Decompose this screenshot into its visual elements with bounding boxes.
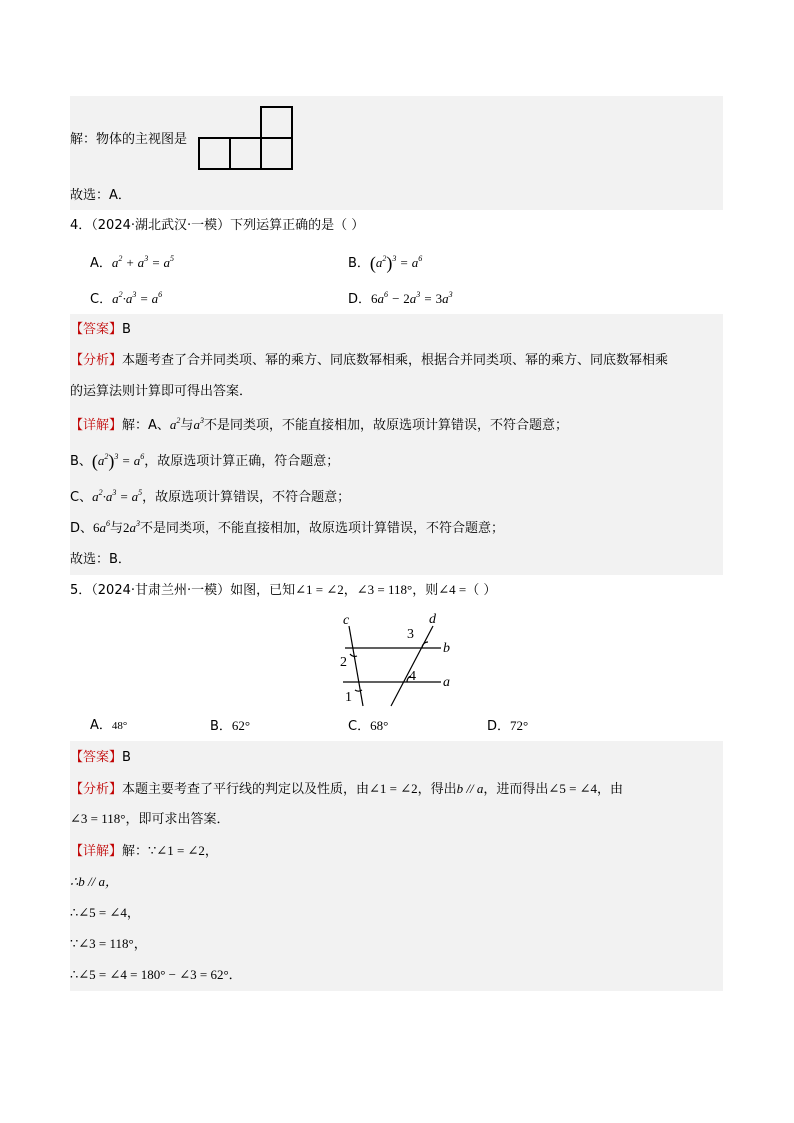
q5-option-a: A．48° [90,718,128,733]
prev-solution-block [70,96,723,210]
q5-stem: 5．（2024·甘肃兰州·一模）如图，已知∠1 = ∠2，∠3 = 118°，则∠4 =（ ） [70,582,497,598]
q4-option-a-formula: $a^2 + a^3 = a^5$ [111,254,174,270]
q4-option-d: D．$6a^6 - 2a^3 = 3a^3$ [348,290,453,307]
q4-option-b: B．$(a^2)^3 = a^6$ [348,253,423,273]
prev-solution-line2: 故选：A． [70,188,131,203]
q4-stem: 4．（2024·湖北武汉·一模）下列运算正确的是（ ） [70,218,365,233]
q5-detail-line3: ∴∠5 = ∠4， [70,905,140,920]
q5-option-c: C．68° [348,718,389,734]
label-c: c [343,613,350,628]
q5-detail-line5: ∴∠5 = ∠4 = 180° − ∠3 = 62°． [70,967,242,982]
q4-option-b-formula: $(a^2)^3 = a^6$ [369,253,423,273]
prev-solution-text: 解：物体的主视图是 [70,132,188,147]
q4-option-d-formula: $6a^6 - 2a^3 = 3a^3$ [371,290,453,306]
q4-detail-c: C、$a^2\cdot a^3 = a^5$，故原选项计算错误，不符合题意； [70,488,351,505]
q4-analysis-line2: 的运算法则计算即可得出答案． [70,384,253,399]
q4-detail-b: B、$(a^2)^3 = a^6$，故原选项计算正确，符合题意； [70,451,340,471]
q5-option-b: B．62° [210,718,251,734]
q4-conclusion: 故选：B． [70,552,131,567]
prev-solution-line1 [70,131,187,149]
q4-answer: 【答案】B [70,322,131,337]
q5-answer: 【答案】B [70,750,131,765]
q5-detail-line4: ∵∠3 = 118°， [70,936,147,951]
q5-detail-line1: 【详解】解：∵∠1 = ∠2， [70,843,218,859]
label-a: a [443,675,450,690]
q5-analysis-line1: 【分析】本题主要考查了平行线的判定以及性质，由∠1 = ∠2，得出b // a，进而得出∠5 = ∠4，由 [70,781,624,797]
q5-analysis-line2: ∠3 = 118°，即可求出答案． [70,811,230,827]
q5-detail-line2: ∴b // a， [70,874,118,889]
label-3: 3 [407,627,414,642]
parallel-lines-figure [335,608,465,708]
angle-arc-1 [355,690,362,691]
label-2: 2 [340,655,347,670]
q4-option-c-formula: $a^2\cdot a^3 = a^6$ [112,290,163,306]
angle-arc-3 [422,642,428,648]
q4-detail-d: D、$6a^6$与$2a^3$不是同类项，不能直接相加，故原选项计算错误，不符合题意； [70,519,505,536]
q5-solution-block [70,741,723,991]
label-4: 4 [409,669,416,684]
q4-option-a: A．$a^2 + a^3 = a^5$ [90,254,174,271]
q5-option-d: D．72° [487,718,529,734]
label-b: b [443,641,450,656]
q4-analysis-line1: 【分析】本题考查了合并同类项、幂的乘方、同底数幂相乘，根据合并同类项、幂的乘方、同底数幂相乘 [70,353,669,368]
label-d: d [429,612,436,627]
q4-detail-a: 【详解】解：A、$a^2$与$a^3$不是同类项，不能直接相加，故原选项计算错误，不符合题意； [70,416,568,433]
label-1: 1 [345,690,352,705]
front-view-figure [198,105,294,171]
q4-option-c: C．$a^2\cdot a^3 = a^6$ [90,290,163,307]
